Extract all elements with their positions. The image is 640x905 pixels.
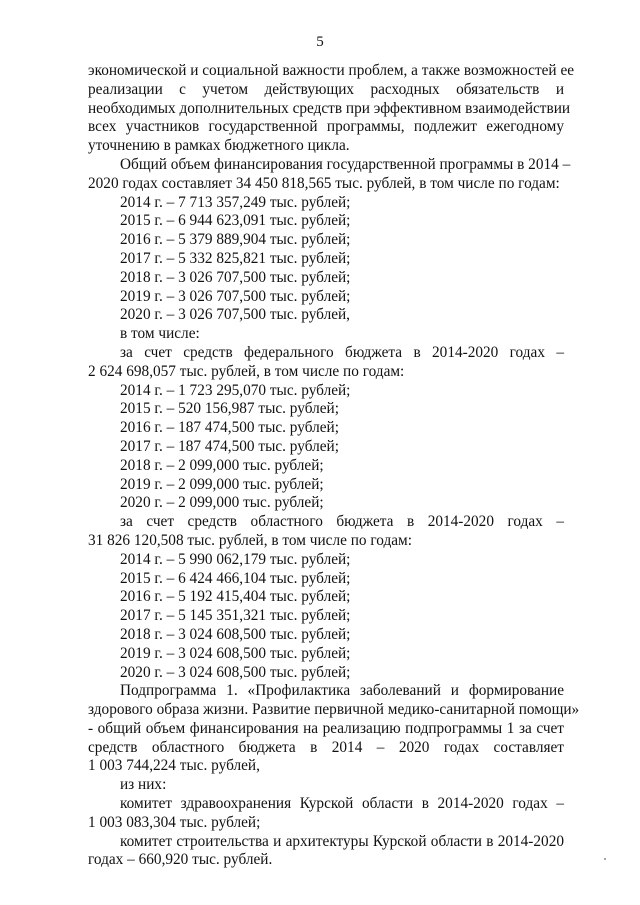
federal-amount: 2 624 698,057 тыс. рублей, в том числе по годам: [88,362,405,380]
subprogram-line: средств областного бюджета в 2014 – 2020 годах составляет [88,738,564,756]
total-year-item: 2016 г. – 5 379 889,904 тыс. рублей; [120,231,351,249]
intro-line: необходимых дополнительных средств при эффективном взаимодействии [88,99,571,117]
regional-year-item: 2014 г. – 5 990 062,179 тыс. рублей; [120,550,351,568]
total-heading: Общий объем финансирования государственной программы в 2014 – [120,155,571,173]
total-amount: 2020 годах составляет 34 450 818,565 тыс. рублей, в том числе по годам: [88,174,560,192]
regional-year-item: 2016 г. – 5 192 415,404 тыс. рублей; [120,588,351,606]
total-year-item: 2020 г. – 3 026 707,500 тыс. рублей, [120,306,350,324]
committee-health-amount: 1 003 083,304 тыс. рублей; [88,813,261,831]
federal-year-item: 2017 г. – 187 474,500 тыс. рублей; [120,437,339,455]
total-year-item: 2015 г. – 6 944 623,091 тыс. рублей; [120,212,351,230]
committee-construction-amount: годах – 660,920 тыс. рублей. [88,851,273,869]
total-year-item: 2018 г. – 3 026 707,500 тыс. рублей; [120,268,351,286]
scan-speck [604,858,606,860]
total-year-item: 2014 г. – 7 713 357,249 тыс. рублей; [120,193,351,211]
subprogram-line: 1 003 744,224 тыс. рублей, [88,757,260,775]
federal-year-item: 2016 г. – 187 474,500 тыс. рублей; [120,419,339,437]
regional-amount: 31 826 120,508 тыс. рублей, в том числе по годам: [88,531,412,549]
subprogram-line: Подпрограмма 1. «Профилактика заболеваний и формирование [120,682,564,700]
committee-health-heading: комитет здравоохранения Курской области в 2014-2020 годах – [120,795,564,813]
federal-year-item: 2020 г. – 2 099,000 тыс. рублей; [120,494,324,512]
intro-line: реализации с учетом действующих расходных обязательств и [88,80,564,98]
regional-year-item: 2020 г. – 3 024 608,500 тыс. рублей; [120,663,351,681]
intro-line: экономической и социальной важности проблем, а также возможностей ее [88,62,575,79]
total-in-that: в том числе: [120,325,200,343]
committee-construction-heading: комитет строительства и архитектуры Курской области в 2014-2020 [120,832,564,850]
regional-year-item: 2019 г. – 3 024 608,500 тыс. рублей; [120,644,351,662]
of-them-label: из них: [120,776,167,794]
total-year-item: 2017 г. – 5 332 825,821 тыс. рублей; [120,249,351,267]
page-number: 5 [316,34,324,50]
federal-year-item: 2014 г. – 1 723 295,070 тыс. рублей; [120,381,351,399]
regional-year-item: 2017 г. – 5 145 351,321 тыс. рублей; [120,607,351,625]
intro-line: всех участников государственной программы, подлежит ежегодному [88,118,564,136]
regional-year-item: 2018 г. – 3 024 608,500 тыс. рублей; [120,625,351,643]
subprogram-line: - общий объем финансирования на реализацию подпрограммы 1 за счет [88,719,564,737]
regional-year-item: 2015 г. – 6 424 466,104 тыс. рублей; [120,569,351,587]
document-body [88,62,580,870]
federal-year-item: 2019 г. – 2 099,000 тыс. рублей; [120,475,324,493]
total-year-item: 2019 г. – 3 026 707,500 тыс. рублей; [120,287,351,305]
federal-year-item: 2018 г. – 2 099,000 тыс. рублей; [120,456,324,474]
intro-line: уточнению в рамках бюджетного цикла. [88,137,350,155]
federal-year-item: 2015 г. – 520 156,987 тыс. рублей; [120,400,339,418]
subprogram-line: здорового образа жизни. Развитие первичной медико-санитарной помощи» [88,701,580,719]
regional-heading: за счет средств областного бюджета в 2014-2020 годах – [120,513,564,531]
federal-heading: за счет средств федерального бюджета в 2014-2020 годах – [120,343,564,361]
